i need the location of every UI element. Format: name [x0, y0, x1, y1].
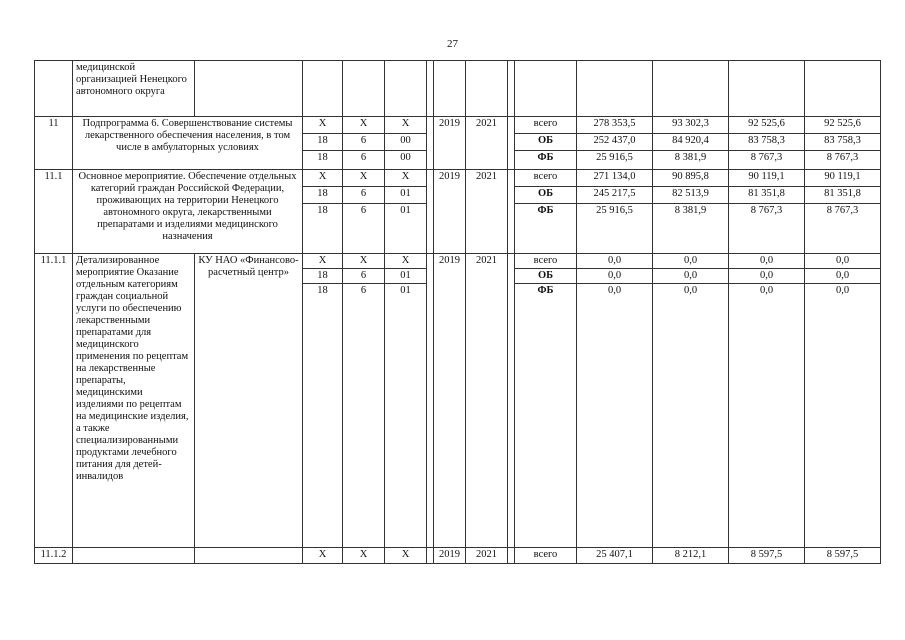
row-number: 11.1.2 [35, 548, 73, 564]
year-start: 2019 [434, 548, 466, 564]
budget-table [34, 60, 881, 564]
year-end: 2021 [466, 170, 508, 254]
table-row: 18 6 01 ОБ 0,0 0,0 0,0 0,0 [35, 269, 881, 284]
year-end: 2021 [466, 117, 508, 170]
row-name: Детализированное мероприятие Оказание отдельным категориям граждан социальной услуги по обеспечению лекарственными препаратами для медицинского применения по рецептам на лекарственные препараты, медицинскими изделиями по рецептам на медицинские изделия, а также специализированными продуктами лечебного питания для детей-инвалидов [73, 254, 195, 548]
year-start: 2019 [434, 170, 466, 254]
executor: КУ НАО «Финансово-расчетный центр» [195, 254, 303, 548]
table-row: 11.1.2 Х Х Х 2019 2021 всего 25 407,1 8 212,1 8 597,5 8 597,5 [35, 548, 881, 564]
table-row: 18 6 01 ФБ 0,0 0,0 0,0 0,0 [35, 284, 881, 548]
row-name: Основное мероприятие. Обеспечение отдельных категорий граждан Российской Федерации, проживающих на территории Ненецкого автономного округа, лекарственными препаратами и изделиями медицинского назначения [73, 170, 303, 254]
row-number: 11 [35, 117, 73, 170]
row-name: медицинской организацией Ненецкого автономного округа [73, 61, 195, 117]
row-name: Подпрограмма 6. Совершенствование системы лекарственного обеспечения населения, в том числе в амбулаторных условиях [73, 117, 303, 170]
year-end: 2021 [466, 254, 508, 548]
table-row: 11.1.1 Детализированное мероприятие Оказание отдельным категориям граждан социальной услуги по обеспечению лекарственными препаратами для медицинского применения по рецептам на лекарственные препараты, медицинскими изделиями по рецептам на медицинские изделия, а также специализированными продуктами лечебного питания для детей-инвалидов КУ НАО «Финансово-расчетный центр» Х Х Х 2019 2021 всего 0,0 0,0 0,0 0,0 [35, 254, 881, 269]
table-row-continuation [35, 61, 881, 117]
row-number: 11.1.1 [35, 254, 73, 548]
table-row: 18 6 00 ОБ 252 437,0 84 920,4 83 758,3 83 758,3 [35, 134, 881, 151]
year-start: 2019 [434, 117, 466, 170]
page-number: 27 [447, 38, 458, 50]
table-row: 18 6 00 ФБ 25 916,5 8 381,9 8 767,3 8 767,3 [35, 151, 881, 170]
table-row: 18 6 01 ФБ 25 916,5 8 381,9 8 767,3 8 767,3 [35, 204, 881, 254]
table-row: 11 Подпрограмма 6. Совершенствование системы лекарственного обеспечения населения, в том числе в амбулаторных условиях Х Х Х 2019 2021 всего 278 353,5 93 302,3 92 525,6 92 525,6 [35, 117, 881, 134]
table-row: 11.1 Основное мероприятие. Обеспечение отдельных категорий граждан Российской Федерации, проживающих на территории Ненецкого автономного округа, лекарственными препаратами и изделиями медицинского назначения Х Х Х 2019 2021 всего 271 134,0 90 895,8 90 119,1 90 119,1 [35, 170, 881, 187]
row-number: 11.1 [35, 170, 73, 254]
year-end: 2021 [466, 548, 508, 564]
year-start: 2019 [434, 254, 466, 548]
table-row: 18 6 01 ОБ 245 217,5 82 513,9 81 351,8 81 351,8 [35, 187, 881, 204]
